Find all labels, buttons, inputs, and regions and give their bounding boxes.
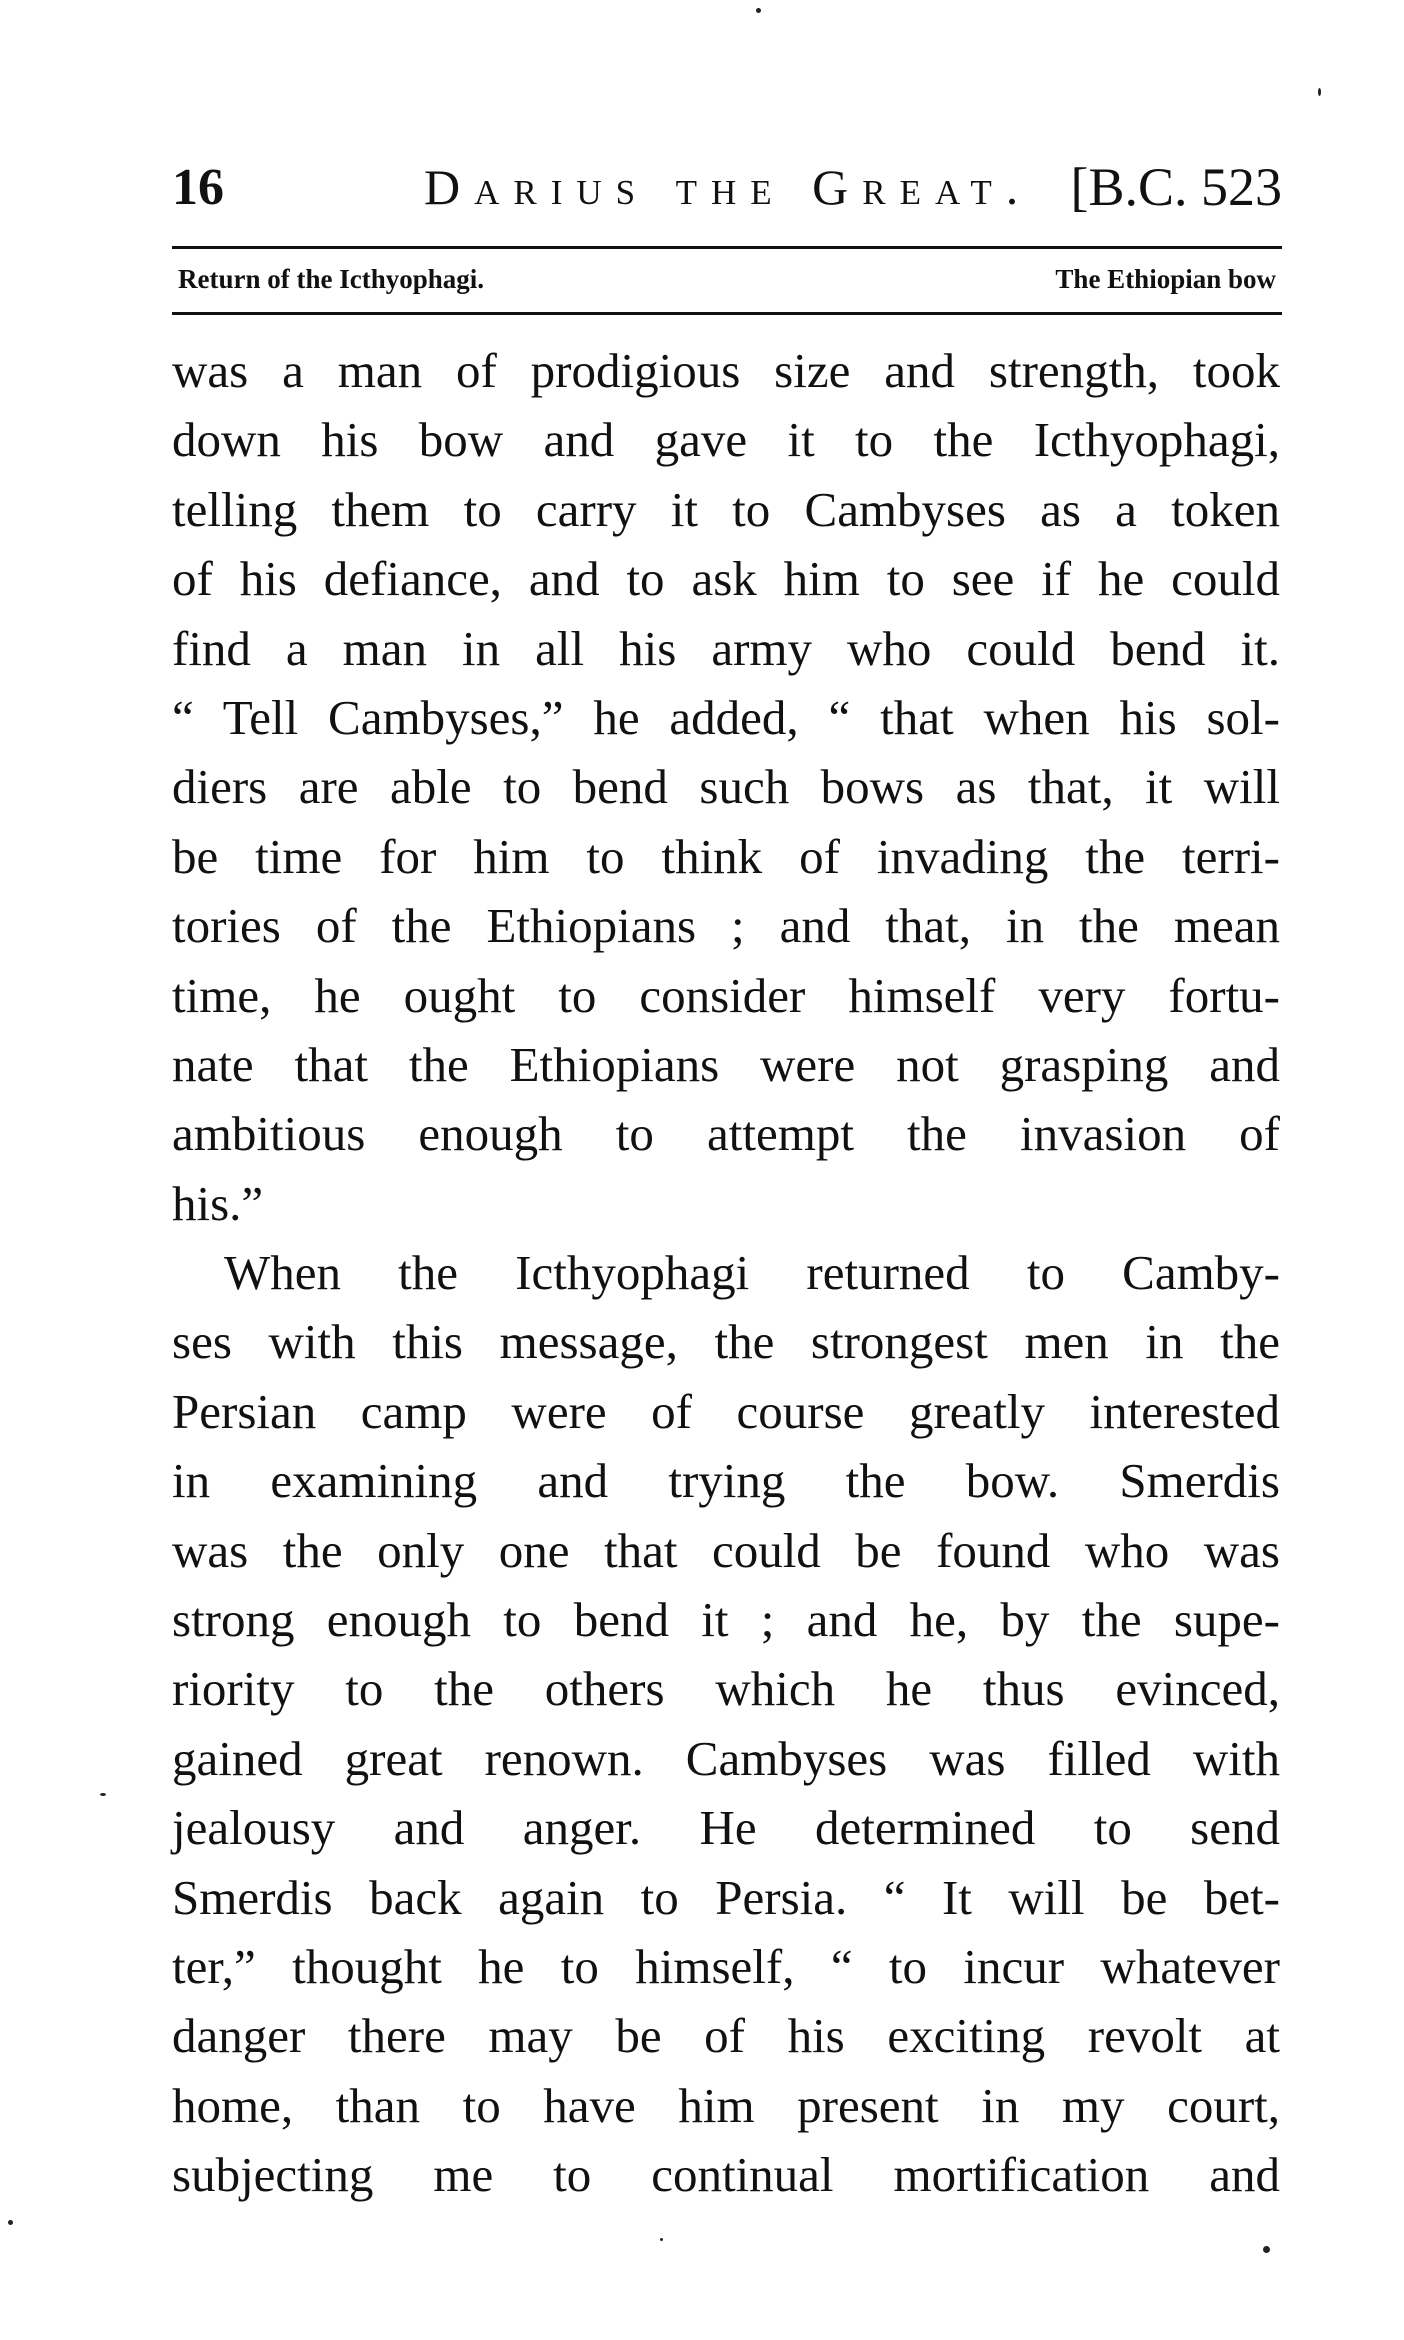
date-mark: [B.C. 523: [1070, 157, 1282, 217]
running-head: [172, 150, 1282, 230]
scan-speck: [660, 2238, 663, 2241]
text-line: strong enough to bend it ; and he, by the supe-: [172, 1592, 1280, 1648]
text-line: was the only one that could be found who was: [172, 1522, 1280, 1578]
text-line: time, he ought to consider himself very fortu-: [172, 967, 1280, 1023]
text-line: in examining and trying the bow. Smerdis: [172, 1453, 1280, 1509]
text-line: danger there may be of his exciting revolt at: [172, 2008, 1280, 2064]
text-line: Smerdis back again to Persia. “ It will be bet-: [172, 1869, 1280, 1925]
text-line: of his defiance, and to ask him to see if he could: [172, 551, 1280, 607]
text-line: ambitious enough to attempt the invasion of: [172, 1106, 1280, 1162]
text-line: riority to the others which he thus evinced,: [172, 1661, 1280, 1717]
text-line: telling them to carry it to Cambyses as a token: [172, 481, 1280, 537]
scan-speck: [100, 1793, 106, 1796]
text-line: Persian camp were of course greatly interested: [172, 1383, 1280, 1439]
text-line: be time for him to think of invading the terri-: [172, 828, 1280, 884]
text-line: his.”: [172, 1175, 264, 1231]
text-line: “ Tell Cambyses,” he added, “ that when his sol-: [172, 689, 1280, 745]
scan-speck: [1263, 2246, 1270, 2253]
body-text: [172, 336, 1280, 2210]
text-line: down his bow and gave it to the Icthyophagi,: [172, 412, 1280, 468]
text-line: tories of the Ethiopians ; and that, in the mean: [172, 898, 1280, 954]
text-line: find a man in all his army who could bend it.: [172, 620, 1280, 676]
book-title: Darius the Great.: [424, 159, 1033, 215]
text-line: ter,” thought he to himself, “ to incur whatever: [172, 1938, 1280, 1994]
header-rule-top: [172, 246, 1282, 249]
side-note-left: Return of the Icthyophagi.: [178, 264, 485, 294]
text-line: nate that the Ethiopians were not grasping and: [172, 1036, 1280, 1092]
header-rule-bottom: [172, 312, 1282, 315]
scan-speck: [1318, 88, 1321, 96]
text-line: diers are able to bend such bows as that, it will: [172, 759, 1280, 815]
side-notes: [172, 258, 1282, 306]
text-line: was a man of prodigious size and strength, took: [172, 343, 1280, 398]
text-line: When the Icthyophagi returned to Camby-: [224, 1245, 1280, 1301]
side-note-right: The Ethiopian bow: [1055, 264, 1276, 294]
scan-speck: [756, 8, 761, 13]
text-line: gained great renown. Cambyses was filled with: [172, 1730, 1280, 1786]
scan-speck: [8, 2220, 13, 2225]
text-line: subjecting me to continual mortification and: [172, 2147, 1280, 2203]
text-line: jealousy and anger. He determined to send: [172, 1800, 1280, 1856]
text-line: ses with this message, the strongest men in the: [172, 1314, 1280, 1370]
text-line: home, than to have him present in my court,: [172, 2077, 1280, 2133]
page-number: 16: [172, 159, 224, 216]
